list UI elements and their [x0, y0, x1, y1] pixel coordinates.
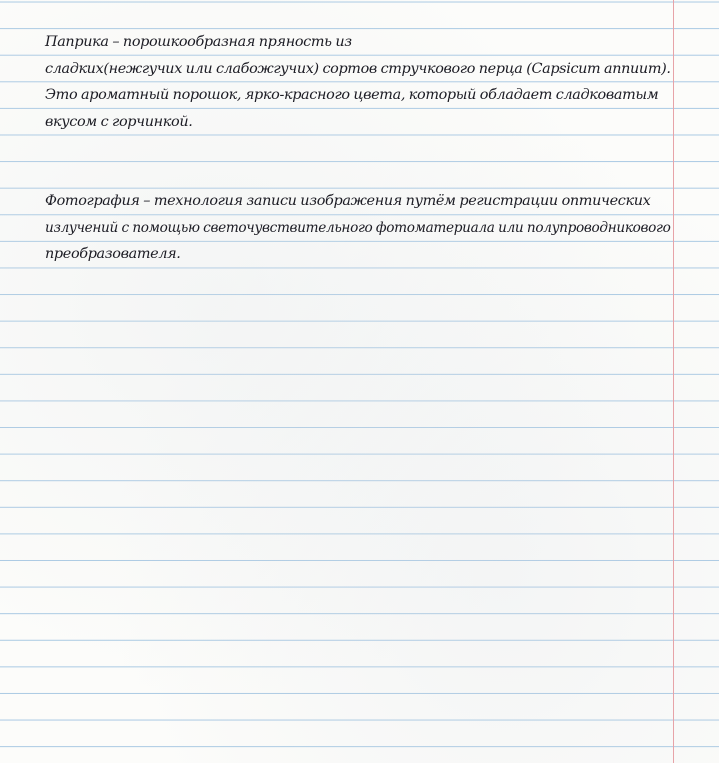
text-line: излучений с помощью светочувствительного фотоматериала или полупроводникового: [45, 219, 671, 236]
text-line: Это ароматный порошок, ярко-красного цвета, который обладает сладковатым: [45, 87, 659, 104]
text-line: Паприка – порошкообразная пряность из: [45, 34, 352, 50]
text-line: вкусом с горчинкой.: [45, 113, 193, 130]
text-line: Фотография – технология записи изображения путём регистрации оптических: [45, 193, 651, 209]
paragraph-paprika: [45, 29, 675, 135]
text-line: сладких(нежгучих или слабожгучих) сортов стручкового перца (Capsicum annuum).: [45, 60, 671, 77]
paragraph-photography: [45, 188, 675, 268]
text-line: преобразователя.: [45, 246, 181, 263]
